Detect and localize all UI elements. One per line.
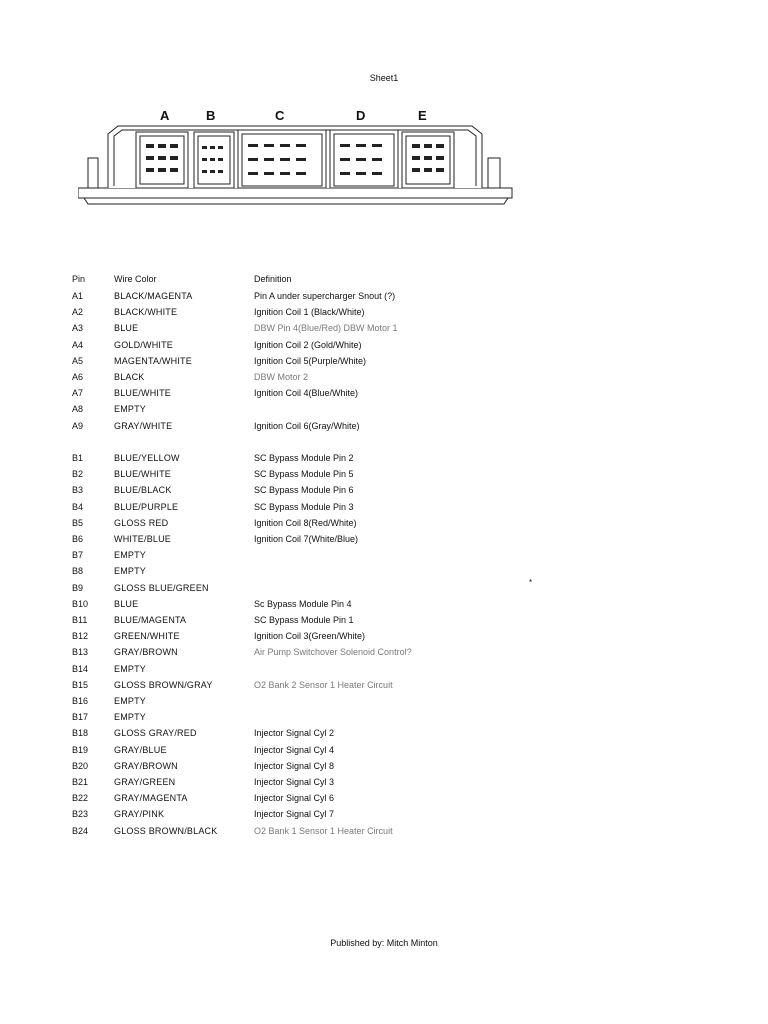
wire-color-cell: BLUE/BLACK [114, 485, 172, 496]
pin-cell: A2 [72, 307, 84, 318]
definition-cell: SC Bypass Module Pin 3 [254, 501, 354, 512]
wire-color-cell: GLOSS GRAY/RED [114, 728, 197, 739]
pin-cell: B5 [72, 517, 84, 528]
wire-color-cell: BLUE/WHITE [114, 469, 172, 480]
wire-color-cell: EMPTY [114, 566, 147, 577]
table-row [0, 647, 768, 663]
definition-cell: DBW Motor 2 [254, 372, 309, 382]
definition-cell: Injector Signal Cyl 4 [254, 744, 335, 755]
pin-cell: B19 [72, 744, 89, 755]
table-row [0, 712, 768, 728]
table-row [0, 388, 768, 404]
table-row [0, 453, 768, 469]
definition-cell: Pin A under supercharger Snout (?) [254, 291, 396, 301]
pin-cell: B15 [72, 679, 89, 690]
connector-label-c: C [275, 108, 285, 123]
wire-color-cell: GLOSS RED [114, 517, 169, 528]
table-row [0, 291, 768, 307]
table-row [0, 777, 768, 793]
table-row [0, 372, 768, 388]
wire-color-cell: EMPTY [114, 696, 147, 706]
wire-color-cell: BLACK/WHITE [114, 307, 178, 318]
pin-cell: B4 [72, 501, 84, 512]
table-row [0, 421, 768, 437]
wire-color-cell: BLUE/YELLOW [114, 453, 180, 463]
table-row [0, 550, 768, 566]
table-row [0, 615, 768, 631]
table-row [0, 793, 768, 809]
wire-color-cell: EMPTY [114, 404, 147, 415]
connector-label-a: A [160, 108, 170, 123]
wire-color-cell: GRAY/GREEN [114, 777, 176, 787]
definition-cell: Ignition Coil 2 (Gold/White) [254, 339, 362, 350]
pin-cell: A9 [72, 420, 84, 431]
definition-cell: O2 Bank 2 Sensor 1 Heater Circuit [254, 679, 393, 690]
table-row [0, 566, 768, 582]
pin-cell: B3 [72, 485, 84, 496]
wire-color-cell: BLACK/MAGENTA [114, 291, 193, 301]
pin-cell: B9 [72, 582, 84, 593]
definition-cell: Air Pump Switchover Solenoid Control? [254, 647, 412, 658]
connector-label-e: E [418, 108, 427, 123]
definition-cell: Ignition Coil 7(White/Blue) [254, 534, 359, 544]
definition-cell: Injector Signal Cyl 8 [254, 760, 335, 771]
table-row [0, 356, 768, 372]
wire-color-cell: GRAY/PINK [114, 809, 165, 820]
pin-cell: B2 [72, 469, 84, 480]
table-row [0, 404, 768, 420]
pin-cell: B16 [72, 696, 89, 706]
pin-cell: A4 [72, 339, 84, 350]
table-row [0, 696, 768, 712]
definition-cell: SC Bypass Module Pin 2 [254, 453, 354, 463]
table-row [0, 583, 768, 599]
wire-color-cell: MAGENTA/WHITE [114, 355, 192, 366]
pin-cell: B13 [72, 647, 89, 658]
wire-color-cell: GLOSS BLUE/GREEN [114, 582, 209, 593]
wire-color-cell: GLOSS BROWN/GRAY [114, 679, 213, 690]
wire-color-cell: EMPTY [114, 712, 147, 723]
definition-cell: SC Bypass Module Pin 6 [254, 485, 354, 496]
wire-color-cell: BLACK [114, 372, 145, 382]
definition-cell: Injector Signal Cyl 3 [254, 777, 335, 787]
pin-cell: B21 [72, 777, 89, 787]
table-row [0, 518, 768, 534]
wire-color-cell: GRAY/WHITE [114, 420, 173, 431]
definition-cell: SC Bypass Module Pin 1 [254, 615, 354, 625]
table-row [0, 534, 768, 550]
wire-color-cell: GRAY/BROWN [114, 647, 178, 658]
table-row [0, 745, 768, 761]
pin-cell: B17 [72, 712, 89, 723]
table-row [0, 680, 768, 696]
sheet-title: Sheet1 [369, 73, 399, 83]
definition-cell: Injector Signal Cyl 6 [254, 793, 335, 804]
table-row [0, 340, 768, 356]
wire-color-cell: EMPTY [114, 550, 147, 561]
pin-cell: B14 [72, 663, 89, 674]
table-row [0, 502, 768, 518]
wire-color-cell: GRAY/BROWN [114, 760, 178, 771]
wire-color-cell: BLUE [114, 323, 139, 334]
table-row [0, 307, 768, 323]
wire-color-cell: GREEN/WHITE [114, 631, 180, 642]
pin-cell: A8 [72, 404, 84, 415]
definition-cell: Ignition Coil 5(Purple/White) [254, 355, 367, 366]
definition-cell: O2 Bank 1 Sensor 1 Heater Circuit [254, 825, 393, 836]
connector-label-b: B [206, 108, 216, 123]
pin-cell: B8 [72, 566, 84, 577]
definition-cell: Injector Signal Cyl 2 [254, 728, 335, 739]
wire-color-cell: EMPTY [114, 663, 147, 674]
table-row [0, 809, 768, 825]
pin-cell: B10 [72, 598, 89, 609]
pin-cell: A6 [72, 372, 84, 382]
column-header-definition: Definition [254, 274, 292, 284]
pin-cell: B11 [72, 615, 88, 625]
wire-color-cell: WHITE/BLUE [114, 534, 172, 544]
pin-cell: B22 [72, 793, 89, 804]
pin-cell: A1 [72, 291, 84, 301]
pin-cell: A5 [72, 355, 84, 366]
table-row [0, 761, 768, 777]
connector-label-d: D [356, 108, 366, 123]
pin-cell: B7 [72, 550, 84, 561]
pin-cell: B1 [72, 453, 84, 463]
wire-color-cell: GRAY/BLUE [114, 744, 167, 755]
column-header-wire-color: Wire Color [114, 274, 157, 284]
table-row [0, 599, 768, 615]
pin-cell: A7 [72, 388, 84, 399]
pin-cell: B24 [72, 825, 89, 836]
ecu-connector-diagram [78, 120, 514, 208]
table-row [0, 631, 768, 647]
pin-cell: B20 [72, 760, 89, 771]
column-header-pin: Pin [72, 274, 86, 284]
pin-cell: A3 [72, 323, 84, 334]
definition-cell: SC Bypass Module Pin 5 [254, 469, 354, 480]
wire-color-cell: BLUE/MAGENTA [114, 615, 187, 625]
table-row [0, 323, 768, 339]
definition-cell: Ignition Coil 3(Green/White) [254, 631, 366, 642]
wire-color-cell: BLUE/WHITE [114, 388, 172, 399]
pin-cell: B18 [72, 728, 89, 739]
definition-cell: Ignition Coil 4(Blue/White) [254, 388, 359, 399]
wire-color-cell: BLUE [114, 598, 139, 609]
table-row [0, 826, 768, 842]
wire-color-cell: BLUE/PURPLE [114, 501, 179, 512]
definition-cell: Ignition Coil 6(Gray/White) [254, 420, 360, 431]
table-row [0, 664, 768, 680]
pin-cell: B23 [72, 809, 89, 820]
pin-cell: B12 [72, 631, 89, 642]
wire-color-cell: GRAY/MAGENTA [114, 793, 188, 804]
definition-cell: Sc Bypass Module Pin 4 [254, 598, 352, 609]
definition-cell: Ignition Coil 1 (Black/White) [254, 307, 365, 318]
definition-cell: DBW Pin 4(Blue/Red) DBW Motor 1 [254, 323, 398, 334]
table-row [0, 469, 768, 485]
wire-color-cell: GOLD/WHITE [114, 339, 174, 350]
pin-cell: B6 [72, 534, 84, 544]
table-row [0, 728, 768, 744]
wire-color-cell: GLOSS BROWN/BLACK [114, 825, 218, 836]
footer-publisher: Published by: Mitch Minton [330, 938, 438, 948]
table-row [0, 485, 768, 501]
definition-cell: Ignition Coil 8(Red/White) [254, 517, 357, 528]
stray-asterisk: * [529, 578, 533, 587]
definition-cell: Injector Signal Cyl 7 [254, 809, 335, 820]
